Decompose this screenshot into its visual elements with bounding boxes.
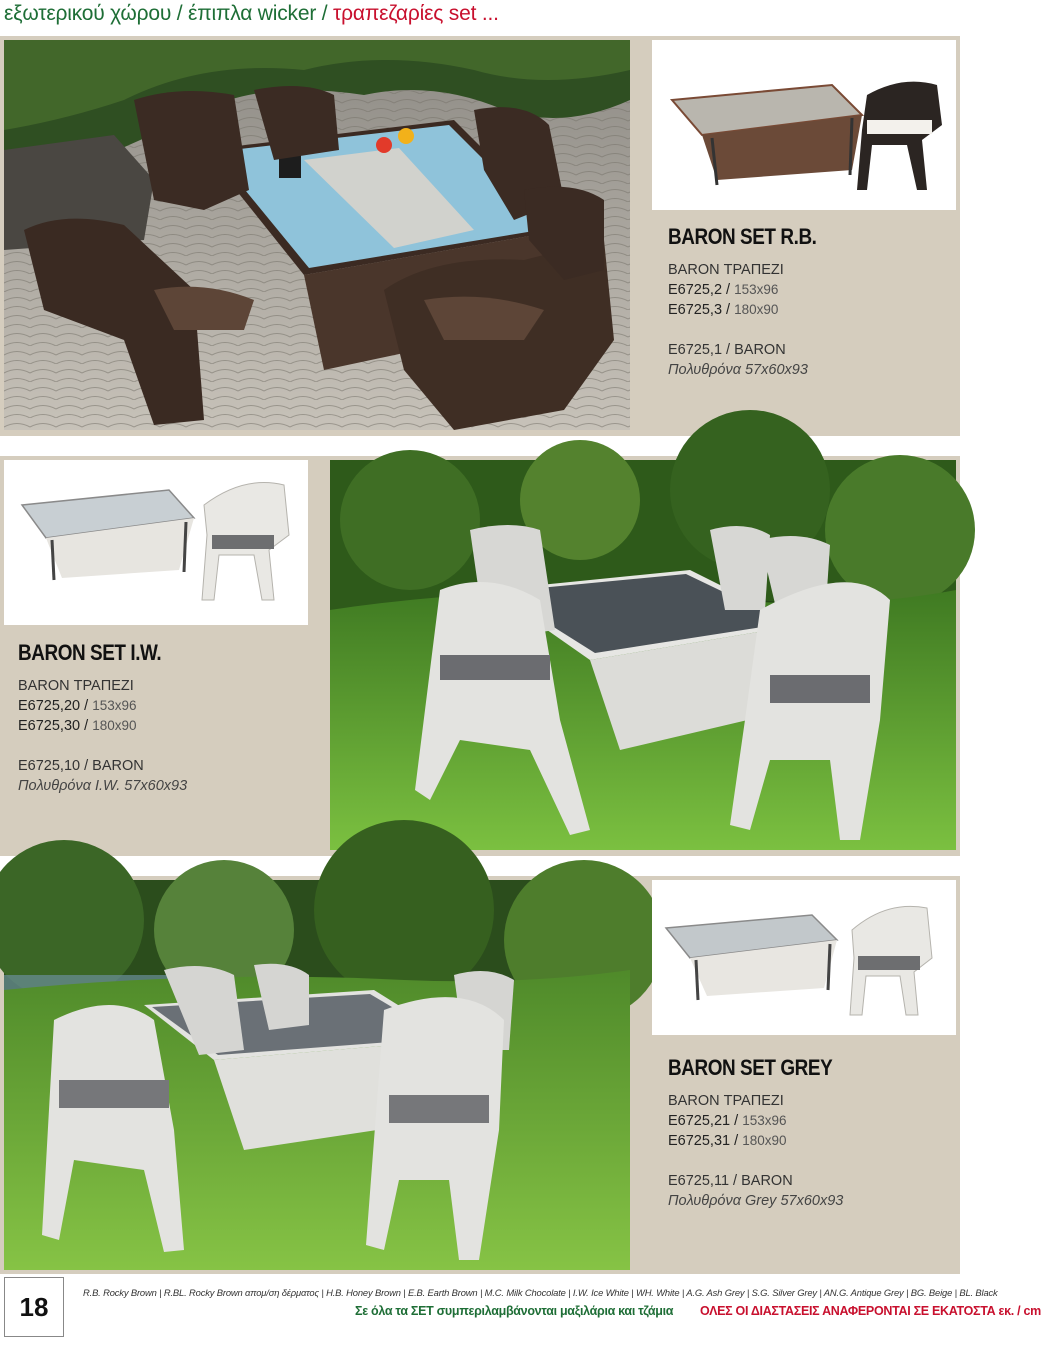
photo-set-grey xyxy=(4,880,630,1270)
table-label: BARON ΤΡΑΠΕΖΙ xyxy=(18,678,134,694)
footer-note-dimensions: ΟΛΕΣ ΟΙ ΔΙΑΣΤΑΣΕΙΣ ΑΝΑΦΕΡΟΝΤΑΙ ΣΕ ΕΚΑΤΟΣΤΑ εκ. / cm xyxy=(700,1304,1041,1318)
color-codes-legend: R.B. Rocky Brown | R.BL. Rocky Brown απομ/ση δέρματος | H.B. Honey Brown | E.B. Earth Brown | M.C. Milk Chocolate | I.W. Ice White | WH. White | A.G. Ash Grey | S.G. Silver Grey | AN.G. Antique Grey | BG. Beige | BL. Black xyxy=(83,1287,998,1298)
table-dimensions: 180x90 xyxy=(92,718,137,733)
photo-set-iw xyxy=(330,460,956,850)
breadcrumb-part-3: τραπεζαρίες set ... xyxy=(333,2,499,25)
table-code: E6725,3 / xyxy=(668,302,731,318)
product-info-rb xyxy=(668,224,953,380)
table-dimensions: 153x96 xyxy=(742,1113,787,1128)
table-dimensions: 180x90 xyxy=(734,302,779,317)
chair-code: E6725,11 / BARON xyxy=(668,1173,793,1189)
breadcrumb xyxy=(4,2,499,32)
breadcrumb-part-2: έπιπλα wicker xyxy=(188,2,317,25)
table-code: E6725,2 / xyxy=(668,282,731,298)
table-code: E6725,30 / xyxy=(18,718,89,734)
chair-description: Πολυθρόνα Grey 57x60x93 xyxy=(668,1193,844,1209)
table-label: BARON ΤΡΑΠΕΖΙ xyxy=(668,1093,784,1109)
thumb-set-rb xyxy=(652,40,956,210)
table-dimensions: 180x90 xyxy=(742,1133,787,1148)
product-info-iw xyxy=(18,640,318,796)
footer-note-included: Σε όλα τα ΣΕΤ συμπεριλαμβάνονται μαξιλάρια και τζάμια xyxy=(355,1304,674,1318)
table-code: E6725,21 / xyxy=(668,1113,739,1129)
page-number: 18 xyxy=(4,1277,64,1337)
table-dimensions: 153x96 xyxy=(92,698,137,713)
table-label: BARON ΤΡΑΠΕΖΙ xyxy=(668,262,784,278)
chair-description: Πολυθρόνα I.W. 57x60x93 xyxy=(18,778,188,794)
product-title: BARON SET I.W. xyxy=(18,640,162,665)
breadcrumb-part-1: εξωτερικού χώρου xyxy=(4,2,172,25)
table-dimensions: 153x96 xyxy=(734,282,779,297)
chair-code: E6725,1 / BARON xyxy=(668,342,786,358)
table-code: E6725,31 / xyxy=(668,1133,739,1149)
chair-code: E6725,10 / BARON xyxy=(18,758,144,774)
product-title: BARON SET GREY xyxy=(668,1055,833,1080)
breadcrumb-separator: / xyxy=(316,2,334,25)
thumb-set-iw xyxy=(4,460,308,625)
product-info-grey xyxy=(668,1055,953,1211)
chair-description: Πολυθρόνα 57x60x93 xyxy=(668,362,808,378)
product-title: BARON SET R.B. xyxy=(668,224,817,249)
breadcrumb-separator: / xyxy=(171,2,189,25)
photo-set-rb xyxy=(4,40,630,430)
thumb-set-grey xyxy=(652,880,956,1035)
table-code: E6725,20 / xyxy=(18,698,89,714)
